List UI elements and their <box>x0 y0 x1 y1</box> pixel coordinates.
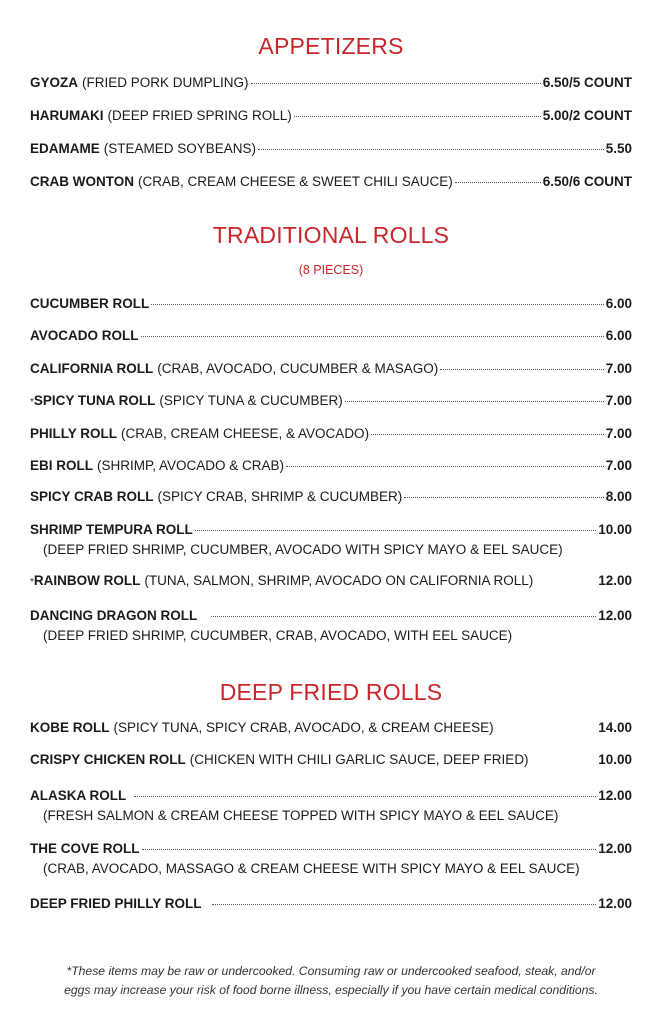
item-description: (TUNA, SALMON, SHRIMP, AVOCADO ON CALIFORNIA ROLL) <box>144 573 534 588</box>
dot-leader <box>404 483 603 498</box>
menu-item-california-roll <box>30 358 632 378</box>
item-name: DEEP FRIED PHILLY ROLL <box>30 895 202 911</box>
item-price: 10.00 <box>598 752 632 767</box>
item-price: 12.00 <box>598 607 632 623</box>
item-price: 14.00 <box>598 720 632 735</box>
menu-item-gyoza <box>30 72 632 92</box>
item-price: 5.50 <box>605 140 632 156</box>
item-description: (CRAB, CREAM CHEESE & SWEET CHILI SAUCE) <box>138 173 453 189</box>
item-price: 7.00 <box>605 360 632 376</box>
item-name: KOBE ROLL <box>30 720 110 735</box>
item-name: GYOZA <box>30 74 79 90</box>
item-description: (CHICKEN WITH CHILI GARLIC SAUCE, DEEP FRIED) <box>189 752 529 767</box>
item-name: ALASKA ROLL <box>30 787 127 803</box>
item-name: RAINBOW ROLL <box>33 573 141 588</box>
item-price: 6.50/6 COUNT <box>542 173 632 189</box>
dot-leader <box>455 168 541 183</box>
menu-item-harumaki <box>30 105 632 125</box>
menu-item-deep-fried-philly-roll <box>30 893 632 913</box>
item-name: SPICY TUNA ROLL <box>33 392 156 408</box>
item-name: AVOCADO ROLL <box>30 327 139 343</box>
dot-leader <box>142 835 597 850</box>
menu-item-edamame <box>30 138 632 158</box>
dot-leader <box>371 420 604 435</box>
menu-item-dancing-dragon-roll <box>30 605 632 625</box>
item-description: (CRAB, CREAM CHEESE, & AVOCADO) <box>121 425 370 441</box>
item-name: CRISPY CHICKEN ROLL <box>30 752 186 767</box>
item-price: 6.00 <box>605 327 632 343</box>
raw-warning-asterisk: * <box>30 396 34 408</box>
item-description: (DEEP FRIED SPRING ROLL) <box>107 107 292 123</box>
item-name: HARUMAKI <box>30 107 104 123</box>
menu-item-spicy-crab-roll <box>30 486 632 506</box>
item-subdescription: (FRESH SALMON & CREAM CHEESE TOPPED WITH SPICY MAYO & EEL SAUCE) <box>43 808 559 823</box>
item-name: SPICY CRAB ROLL <box>30 488 154 504</box>
menu-item-ebi-roll <box>30 455 632 475</box>
deep-fried-rolls-heading: DEEP FRIED ROLLS <box>219 679 443 705</box>
item-description: (FRIED PORK DUMPLING) <box>82 74 249 90</box>
menu-item-spicy-tuna-roll <box>30 390 632 410</box>
item-price: 5.00/2 COUNT <box>542 107 632 123</box>
dot-leader <box>440 355 603 370</box>
item-name: THE COVE ROLL <box>30 840 140 856</box>
dot-leader <box>151 290 603 305</box>
menu-item-crab-wonton <box>30 171 632 191</box>
item-subdescription: (CRAB, AVOCADO, MASSAGO & CREAM CHEESE WITH SPICY MAYO & EEL SAUCE) <box>43 861 580 876</box>
item-description: (CRAB, AVOCADO, CUCUMBER & MASAGO) <box>157 360 439 376</box>
disclaimer-line-2: eggs may increase your risk of food borne illness, especially if you have certain medical conditions. <box>64 983 598 997</box>
item-price: 6.50/5 COUNT <box>542 74 632 90</box>
item-price: 12.00 <box>598 895 632 911</box>
item-price: 12.00 <box>598 840 632 856</box>
dot-leader <box>195 516 596 531</box>
item-description: (STEAMED SOYBEANS) <box>103 140 257 156</box>
item-price: 8.00 <box>605 488 632 504</box>
item-subdescription: (DEEP FRIED SHRIMP, CUCUMBER, CRAB, AVOCADO, WITH EEL SAUCE) <box>43 628 513 643</box>
dot-leader <box>258 135 604 150</box>
item-description: (SPICY TUNA & CUCUMBER) <box>159 392 343 408</box>
item-name: DANCING DRAGON ROLL <box>30 607 198 623</box>
dot-leader <box>134 782 596 797</box>
menu-item-crispy-chicken-roll <box>30 752 632 772</box>
dot-leader <box>286 452 604 467</box>
item-price: 12.00 <box>598 787 632 803</box>
dot-leader <box>251 69 541 84</box>
disclaimer-line-1: *These items may be raw or undercooked. Consuming raw or undercooked seafood, steak, and/or <box>66 964 596 978</box>
traditional-rolls-heading: TRADITIONAL ROLLS <box>212 222 450 248</box>
item-name: SHRIMP TEMPURA ROLL <box>30 521 193 537</box>
item-description: (SPICY TUNA, SPICY CRAB, AVOCADO, & CREAM CHEESE) <box>113 720 494 735</box>
appetizers-heading: APPETIZERS <box>258 33 404 59</box>
item-description: (SHRIMP, AVOCADO & CRAB) <box>97 457 285 473</box>
raw-food-disclaimer <box>20 962 642 1000</box>
item-subdescription: (DEEP FRIED SHRIMP, CUCUMBER, AVOCADO WITH SPICY MAYO & EEL SAUCE) <box>43 542 563 557</box>
item-price: 10.00 <box>598 521 632 537</box>
dot-leader <box>141 322 604 337</box>
item-name: CUCUMBER ROLL <box>30 295 150 311</box>
item-price: 12.00 <box>598 573 632 588</box>
menu-item-the-cove-roll <box>30 838 632 858</box>
dot-leader <box>211 602 596 617</box>
item-name: PHILLY ROLL <box>30 425 118 441</box>
traditional-rolls-subtitle: (8 PIECES) <box>298 263 364 277</box>
dot-leader <box>345 387 604 402</box>
menu-item-alaska-roll <box>30 785 632 805</box>
item-price: 7.00 <box>605 457 632 473</box>
item-price: 7.00 <box>605 425 632 441</box>
item-price: 7.00 <box>605 392 632 408</box>
item-name: EDAMAME <box>30 140 100 156</box>
item-description: (SPICY CRAB, SHRIMP & CUCUMBER) <box>157 488 403 504</box>
dot-leader <box>212 890 597 905</box>
item-name: CRAB WONTON <box>30 173 134 189</box>
menu-item-rainbow-roll <box>30 573 632 593</box>
menu-item-cucumber-roll <box>30 293 632 313</box>
menu-item-kobe-roll <box>30 720 632 740</box>
dot-leader <box>294 102 541 117</box>
item-name: CALIFORNIA ROLL <box>30 360 154 376</box>
raw-warning-asterisk: * <box>30 577 34 588</box>
item-price: 6.00 <box>605 295 632 311</box>
menu-item-philly-roll <box>30 423 632 443</box>
menu-item-avocado-roll <box>30 325 632 345</box>
item-name: EBI ROLL <box>30 457 93 473</box>
menu-item-shrimp-tempura-roll <box>30 519 632 539</box>
